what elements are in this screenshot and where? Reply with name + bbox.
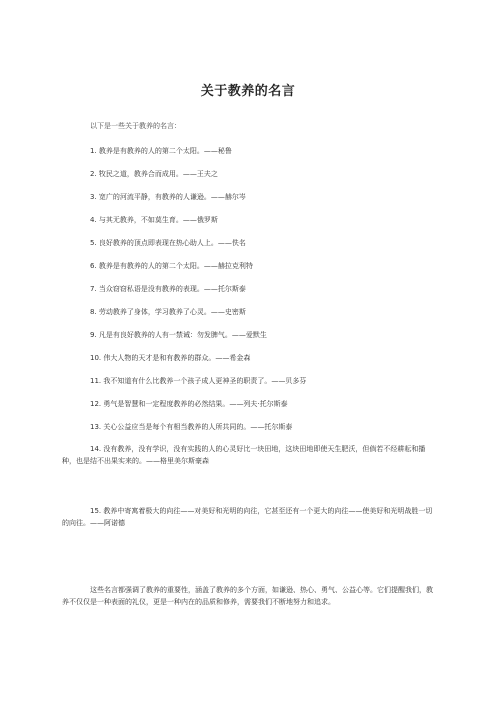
quote-item: 2. 牧民之道，教养合而成用。——王夫之 — [90, 170, 218, 178]
quote-item: 15. 教养中寄寓着极大的向往——对美好和光明的向往，它甚至还有一个更大的向往——使美好和光明战胜一切的向往。——阿诺德 — [62, 507, 433, 527]
quote-item: 1. 教养是有教养的人的第二个太阳。——秘鲁 — [90, 147, 232, 155]
quote-item: 9. 凡是有良好教养的人有一禁诫：勿发脾气。——爱默生 — [90, 331, 267, 339]
quote-item: 6. 教养是有教养的人的第二个太阳。——赫拉克利特 — [90, 262, 253, 270]
quote-item: 14. 没有教养，没有学识，没有实践的人的心灵好比一块田地，这块田地即使天生肥沃，但倘若不经耕耘和播种，也是结不出果实来的。——格里美尔斯豪森 — [62, 445, 426, 465]
quote-item: 11. 我不知道有什么比教养一个孩子成人更神圣的职责了。——贝多芬 — [90, 377, 307, 385]
quote-item: 4. 与其无教养，不如莫生育。——俄罗斯 — [90, 216, 218, 224]
quote-item: 8. 劳动教养了身体，学习教养了心灵。——史密斯 — [90, 308, 246, 316]
quote-item: 5. 良好教养的顶点即表现在热心助人上。——佚名 — [90, 239, 246, 247]
quote-item: 3. 宽广的河流平静，有教养的人谦逊。——赫尔岑 — [90, 193, 246, 201]
summary-paragraph: 这些名言都强调了教养的重要性，涵盖了教养的多个方面，如谦逊、热心、勇气、公益心等。它们提醒我们，教养不仅仅是一种表面的礼仪，更是一种内在的品质和修养，需要我们不断地努力和追求。 — [62, 586, 433, 606]
quote-item: 7. 当众窃窃私语是没有教养的表现。——托尔斯泰 — [90, 285, 246, 293]
quote-item: 12. 勇气是智慧和一定程度教养的必然结果。——列夫·托尔斯泰 — [90, 400, 288, 408]
intro-text: 以下是一些关于教养的名言： — [90, 122, 181, 130]
quote-item: 13. 关心公益应当是每个有相当教养的人所共同的。——托尔斯泰 — [90, 423, 293, 431]
document-title: 关于教养的名言 — [200, 84, 296, 99]
quote-item: 10. 伟大人物的天才是和有教养的群众。——希金森 — [90, 354, 251, 362]
